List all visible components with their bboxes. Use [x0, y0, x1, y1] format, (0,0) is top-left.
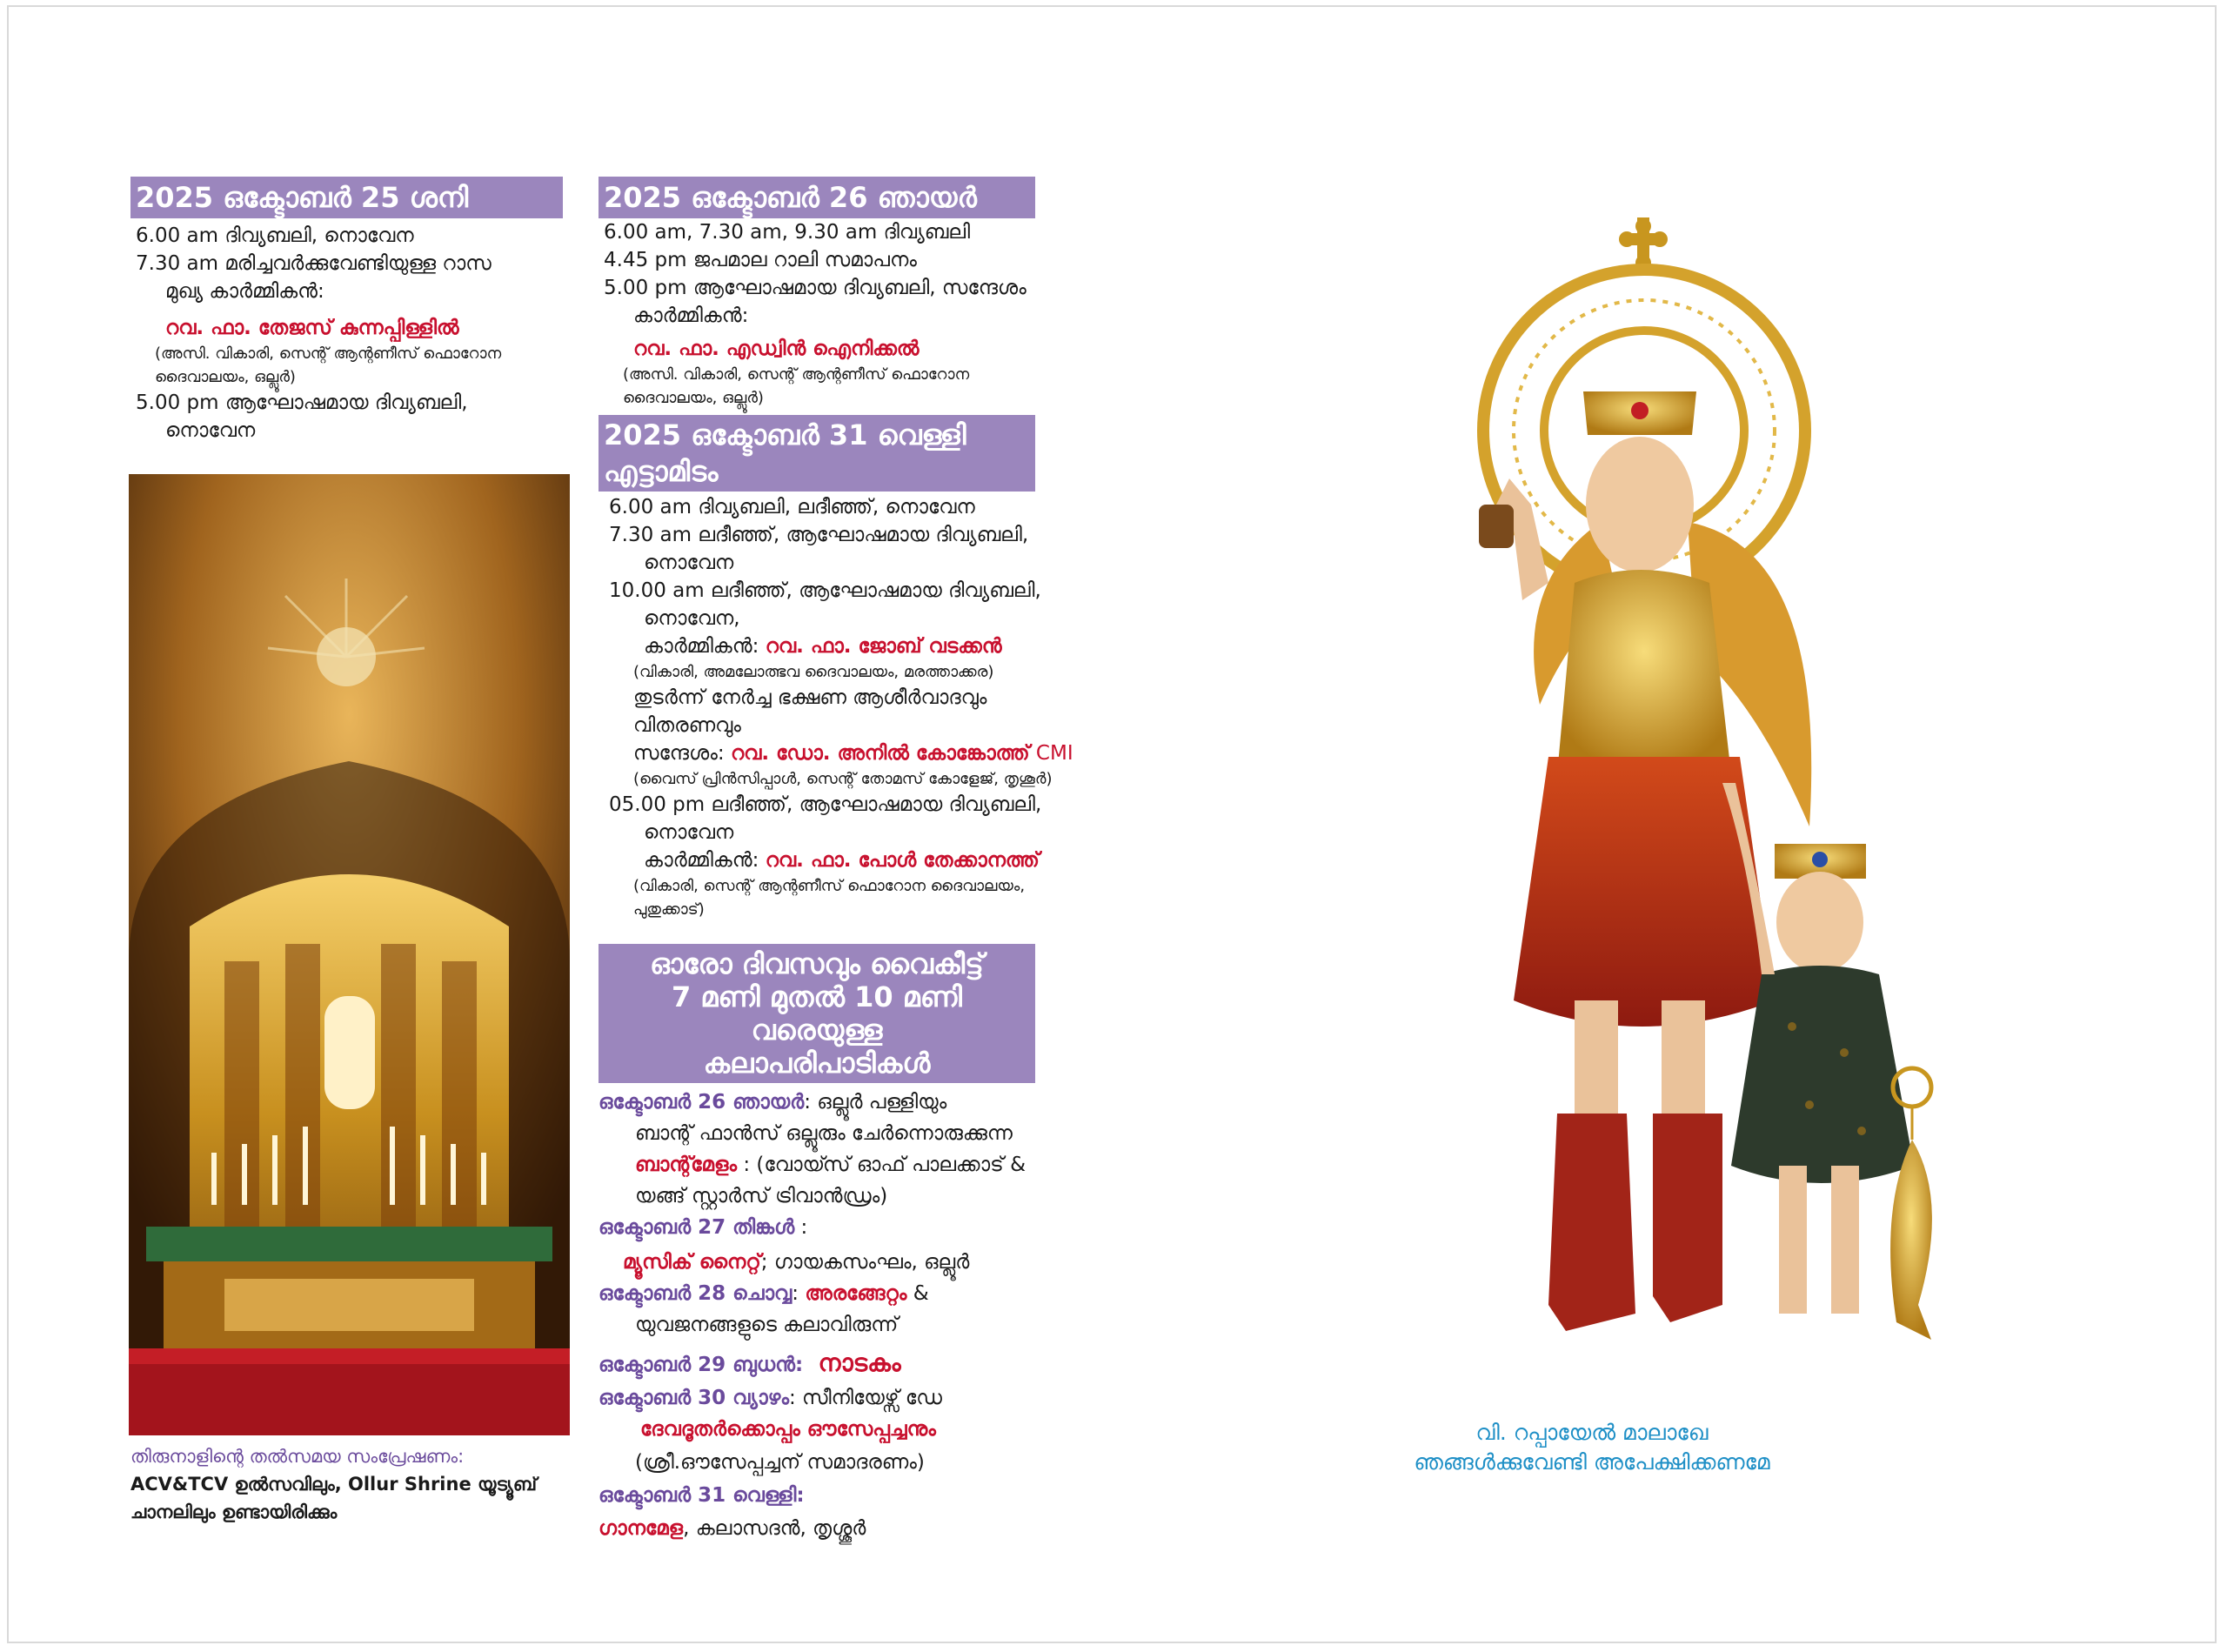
cultural-date: ഒക്ടോബർ 30 വ്യാഴം [599, 1387, 789, 1409]
day1-celebrant-note: (അസി. വികാരി, സെന്റ് ആന്റണീസ് ഫൊറോന [155, 344, 502, 363]
day3-line: നൊവേന [644, 552, 734, 574]
day3-line: നൊവേന, [644, 607, 740, 630]
day3-message-row [609, 739, 1073, 767]
day3-line: വിതരണവും [633, 714, 741, 737]
cultural-text: യുവജനങ്ങളുടെ കലാവിരുന്ന് [635, 1314, 899, 1336]
day3-message-label: സന്ദേശം: [633, 742, 725, 765]
day1-section [130, 177, 563, 445]
cultural-section [599, 944, 1035, 1542]
cultural-date: ഒക്ടോബർ 26 ഞായർ [599, 1091, 805, 1114]
cultural-row-27 [599, 1214, 1035, 1241]
cultural-text: : (വോയ്സ് ഓഫ് പാലക്കാട് & [737, 1154, 1027, 1176]
cultural-text: യങ്ങ് സ്റ്റാർസ് ട്രിവാൻഡ്രം) [635, 1185, 888, 1207]
cultural-text: : സീനിയേഴ്സ് ഡേ [788, 1387, 942, 1409]
broadcast-line: ACV&TCV ഉൽസവിലും, Ollur Shrine യൂട്യൂബ് [130, 1474, 538, 1495]
broadcast-line: ചാനലിലും ഉണ്ടായിരിക്കും [130, 1502, 338, 1522]
day3-line: 10.00 am ലദീഞ്ഞ്, ആഘോഷമായ ദിവ്യബലി, [609, 579, 1041, 602]
cultural-highlight: അരങ്ങേറ്റം [805, 1282, 907, 1305]
day1-header: 2025 ഒക്ടോബർ 25 ശനി [130, 177, 563, 218]
day3-line: 6.00 am ദിവ്യബലി, ലദീഞ്ഞ്, നൊവേന [609, 496, 975, 518]
day1-line: 6.00 am ദിവ്യബലി, നൊവേന [136, 224, 414, 247]
day3-message-speaker: റവ. ഡോ. അനിൽ കോങ്കോത്ത് [730, 742, 1030, 765]
cultural-header: കലാപരിപാടികൾ [703, 1047, 931, 1080]
day1-evening: 5.00 pm ആഘോഷമായ ദിവ്യബലി, [136, 391, 468, 414]
cultural-date: ഒക്ടോബർ 27 തിങ്കൾ [599, 1216, 795, 1239]
day3-celebrant-note: പുതുക്കാട്) [633, 900, 705, 919]
cultural-highlight: ഗാനമേള [599, 1517, 684, 1540]
cultural-text: : ഒല്ലൂർ പള്ളിയും [804, 1091, 947, 1114]
day1-celebrant: റവ. ഫാ. തേജസ് കുന്നപ്പിള്ളിൽ [165, 317, 459, 339]
cultural-row-29 [599, 1349, 1035, 1379]
cultural-text: , കലാസദൻ, തൃശ്ശൂർ [683, 1517, 866, 1540]
day2-celebrant-note: ദൈവാലയം, ഒല്ലൂർ) [623, 389, 764, 407]
cultural-date: ഒക്ടോബർ 29 ബുധൻ: [599, 1354, 804, 1376]
day2-section [599, 177, 1035, 410]
caption-line: ഞങ്ങൾക്കുവേണ്ടി അപേക്ഷിക്കണമേ [1414, 1449, 1770, 1475]
statue-caption [1348, 1418, 1836, 1477]
day2-line: 6.00 am, 7.30 am, 9.30 am ദിവ്യബലി [604, 221, 971, 244]
cultural-text: ; ഗായകസംഘം, ഒല്ലൂർ [760, 1251, 970, 1274]
day3-celebrant-note: (വികാരി, അമലോത്ഭവ ദൈവാലയം, മരത്താക്കര) [633, 663, 994, 681]
cultural-row-31 [599, 1481, 1035, 1509]
day2-celebrant-label: കാർമ്മികൻ: [633, 304, 749, 327]
cultural-date: ഒക്ടോബർ 28 ചൊവ്വ [599, 1282, 792, 1305]
day2-celebrant-note: (അസി. വികാരി, സെന്റ് ആന്റണീസ് ഫൊറോന [623, 365, 970, 384]
broadcast-note [130, 1442, 583, 1526]
church-altar-photo [129, 474, 570, 1435]
cultural-highlight: നാടകം [818, 1348, 901, 1377]
day3-celebrant-note: (വികാരി, സെന്റ് ആന്റണീസ് ഫൊറോന ദൈവാലയം, [633, 877, 1026, 895]
day3-line: 05.00 pm ലദീഞ്ഞ്, ആഘോഷമായ ദിവ്യബലി, [609, 793, 1042, 816]
cultural-text: : [794, 1216, 808, 1239]
cultural-header: ഓരോ ദിവസവും വൈകീട്ട് [650, 947, 984, 980]
day3-message-note: (വൈസ് പ്രിൻസിപ്പാൾ, സെന്റ് തോമസ് കോളേജ്, തൃശൂർ) [633, 770, 1053, 788]
cultural-highlight: മ്യൂസിക് നൈറ്റ് [623, 1251, 761, 1274]
day3-celebrant-row [609, 632, 1035, 660]
cultural-text: : [792, 1282, 806, 1305]
cultural-text: ബാന്റ് ഫാൻസ് ഒല്ലൂരും ചേർന്നൊരുക്കുന്ന [635, 1122, 1013, 1145]
day3-celebrant: റവ. ഫാ. പോൾ തേക്കാനത്ത് [765, 849, 1040, 872]
day2-celebrant: റവ. ഫാ. എഡ്വിൻ ഐനിക്കൽ [633, 338, 920, 360]
day2-header: 2025 ഒക്ടോബർ 26 ഞായർ [599, 177, 1035, 218]
cultural-row-28 [599, 1280, 1035, 1308]
cultural-row [599, 1151, 1035, 1179]
cultural-text: (ശ്രീ.ഔസേപ്പച്ചന് സമാദരണം) [635, 1451, 925, 1474]
cultural-header: 7 മണി മുതൽ 10 മണി വരെയുള്ള [671, 980, 963, 1047]
day3-line: തുടർന്ന് നേർച്ച ഭക്ഷണ ആശീർവാദവും [633, 686, 987, 709]
cultural-row-30 [599, 1384, 1035, 1412]
day3-message-suffix: CMI [1035, 742, 1073, 765]
caption-line: വി. റപ്പായേൽ മാലാഖേ [1475, 1420, 1709, 1445]
st-raphael-statue-image [1287, 217, 1949, 1392]
day1-evening: നൊവേന [165, 419, 256, 442]
cultural-text: & [906, 1282, 929, 1305]
broadcast-title: തിരുനാളിന്റെ തൽസമയ സംപ്രേഷണം: [130, 1446, 465, 1467]
day2-line: 4.45 pm ജപമാല റാലി സമാപനം [604, 249, 917, 271]
day3-celebrant-row [609, 846, 1040, 874]
cultural-row-26 [599, 1088, 1035, 1116]
cultural-row [599, 1248, 1035, 1276]
cultural-row [599, 1515, 1035, 1542]
cultural-date: ഒക്ടോബർ 31 വെള്ളി: [599, 1484, 805, 1507]
day3-subheader: എട്ടാമിടം [604, 455, 719, 488]
day3-celebrant: റവ. ഫാ. ജോബ് വടക്കൻ [765, 635, 1002, 658]
cultural-highlight: ദേവദൂതർക്കൊപ്പം ഔസേപ്പച്ചനും [640, 1418, 936, 1441]
day3-header: 2025 ഒക്ടോബർ 31 വെള്ളി [604, 418, 966, 451]
day1-celebrant-label: മുഖ്യ കാർമ്മികൻ: [165, 280, 324, 303]
day2-line: 5.00 pm ആഘോഷമായ ദിവ്യബലി, സന്ദേശം [604, 277, 1027, 299]
day3-line: നൊവേന [644, 821, 734, 844]
day3-line: 7.30 am ലദീഞ്ഞ്, ആഘോഷമായ ദിവ്യബലി, [609, 524, 1029, 546]
day3-celebrant-label: കാർമ്മികൻ: [644, 635, 759, 658]
day3-celebrant-label: കാർമ്മികൻ: [644, 849, 759, 872]
cultural-highlight: ബാന്റ്മേളം [635, 1154, 738, 1176]
day1-celebrant-note: ദൈവാലയം, ഒല്ലൂർ) [155, 368, 296, 386]
day1-line: 7.30 am മരിച്ചവർക്കുവേണ്ടിയുള്ള റാസ [136, 252, 492, 275]
day3-section [599, 415, 1073, 921]
